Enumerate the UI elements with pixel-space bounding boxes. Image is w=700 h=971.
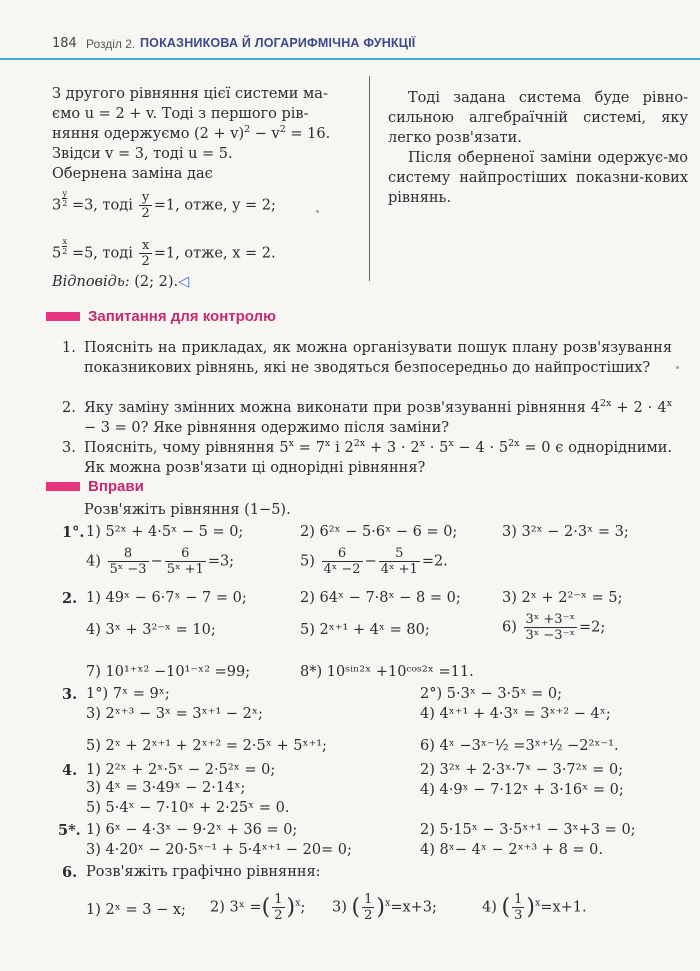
exercise-number: 6.	[62, 864, 78, 881]
exercise-item: 2°) 5·3ˣ − 3·5ˣ = 0;	[420, 686, 562, 702]
header-rule	[0, 58, 700, 60]
exercise-number: 5*.	[58, 822, 81, 839]
answer-line	[52, 274, 189, 290]
column-divider	[369, 76, 370, 281]
text-line: Звідси v = 3, тоді u = 5.	[52, 146, 233, 162]
exercises-intro: Розв'яжіть рівняння (1−5).	[84, 502, 291, 518]
exercise-item: 8*) 10ˢⁱⁿ²ˣ +10ᶜᵒˢ²ˣ =11.	[300, 664, 474, 680]
exercise-item: 3) 4·20ˣ − 20·5ˣ⁻¹ + 5·4ˣ⁺¹ − 20= 0;	[86, 842, 352, 858]
exercise-item: 2) 6²ˣ − 5·6ˣ − 6 = 0;	[300, 524, 458, 540]
text-line: няння одержуємо $(2 + v)^2 - v^2 = 16$.	[52, 124, 331, 142]
questions-heading: Запитання для контролю	[46, 308, 276, 325]
exercise-item: 1°) 7ˣ = 9ˣ;	[86, 686, 170, 702]
exercise-number: 4.	[62, 762, 78, 779]
end-of-solution-icon: ◁	[178, 274, 190, 290]
decorative-dot	[316, 210, 319, 213]
exercise-number: 1°.	[62, 524, 85, 541]
page-header	[0, 0, 700, 64]
exercise-item: 1) 49ˣ − 6·7ˣ − 7 = 0;	[86, 590, 247, 606]
right-column	[388, 88, 688, 208]
exercise-item: 2) 3²ˣ + 2·3ˣ·7ˣ − 3·7²ˣ = 0;	[420, 762, 624, 778]
exercise-item: 3) 2ˣ + 2²⁻ˣ = 5;	[502, 590, 623, 606]
exercise-item: 5) 2ˣ + 2ˣ⁺¹ + 2ˣ⁺² = 2·5ˣ + 5ˣ⁺¹;	[86, 738, 327, 754]
equation-substitution-1: 3 $\frac{y}{2}$ =3, тоді $\frac{y}{2}$ =1, отже, y = 2;	[52, 188, 276, 221]
question-item: 1. Поясніть на прикладах, як можна організувати пошук плану розв'язування показникових рівнянь, які не зводяться безпосередньо до найпростіших?	[62, 340, 672, 376]
exercise-item: 3) 4ˣ = 3·49ˣ − 2·14ˣ;	[86, 780, 246, 796]
heading-bar	[46, 482, 80, 491]
text-line: Обернена заміна дає	[52, 166, 213, 182]
exercises-heading: Вправи	[46, 478, 144, 495]
decorative-dot	[676, 366, 679, 369]
exercise-item: 6) $\frac{\text{3ˣ +3⁻ˣ}}{\text{3ˣ −3⁻ˣ}}$ =2;	[502, 612, 606, 643]
exercise-item: 5) 5·4ˣ − 7·10ˣ + 2·25ˣ = 0.	[86, 800, 290, 816]
exercise-item: 3) ( $\frac{1}{2}$ )$^x$=x+3;	[332, 892, 437, 923]
exercise-item: 3) 3²ˣ − 2·3ˣ = 3;	[502, 524, 629, 540]
exercise-item: 4) ( $\frac{1}{3}$ )$^x$=x+1.	[482, 892, 587, 923]
section-title: ПОКАЗНИКОВА Й ЛОГАРИФМІЧНА ФУНКЦІЇ	[140, 36, 416, 50]
section-label: Розділ 2.	[86, 37, 136, 51]
text-paragraph: Тоді задана система буде рівно-сильною алгебраїчній системі, яку легко розв'язати.	[388, 90, 688, 146]
exercise-item: 3) 2ˣ⁺³ − 3ˣ = 3ˣ⁺¹ − 2ˣ;	[86, 706, 263, 722]
exercise-item: 4) 4ˣ⁺¹ + 4·3ˣ = 3ˣ⁺² − 4ˣ;	[420, 706, 611, 722]
question-item: 2. Яку заміну змінних можна виконати при розв'язуванні рівняння $4^{2x} + 2 \cdot 4^x - 3 = 0$? Яке рівняння одержимо після заміни?	[62, 398, 672, 436]
exercise-item: 1) 5²ˣ + 4·5ˣ − 5 = 0;	[86, 524, 244, 540]
exercise-item: 1) 6ˣ − 4·3ˣ − 9·2ˣ + 36 = 0;	[86, 822, 298, 838]
exercise-item: 7) 10¹⁺ˣ² −10¹⁻ˣ² =99;	[86, 664, 251, 680]
text-line: З другого рівняння цієї системи ма-	[52, 86, 328, 102]
exercise-item: 1) 2²ˣ + 2ˣ·5ˣ − 2·5²ˣ = 0;	[86, 762, 276, 778]
exercise-number: 2.	[62, 590, 78, 607]
exercise-item: 2) 3ˣ =( $\frac{1}{2}$ )$^x$;	[210, 892, 306, 923]
equation-substitution-2: 5 $\frac{x}{2}$ =5, тоді $\frac{x}{2}$ =1, отже, x = 2.	[52, 236, 276, 269]
exercise-item: 1) 2ˣ = 3 − x;	[86, 902, 186, 918]
page-number: 184	[52, 36, 77, 51]
exercise-item: 4) 8ˣ− 4ˣ − 2ˣ⁺³ + 8 = 0.	[420, 842, 603, 858]
exercise-item: 4) $\frac{8}{\text{5ˣ −3}}$ − $\frac{6}{\text{5ˣ +1}}$ =3;	[86, 546, 235, 577]
exercise-item: 5) $\frac{6}{\text{4ˣ −2}}$ − $\frac{5}{\text{4ˣ +1}}$ =2.	[300, 546, 448, 577]
text-paragraph: Після оберненої заміни одержує-мо систему найпростіших показни-кових рівнянь.	[388, 150, 688, 206]
exercise-number: 3.	[62, 686, 78, 703]
exercise-item: 4) 3ˣ + 3²⁻ˣ = 10;	[86, 622, 216, 638]
text-line: ємо u = 2 + v. Тоді з першого рів-	[52, 106, 309, 122]
exercise-item: 6) 4ˣ −3ˣ⁻½ =3ˣ⁺½ −2²ˣ⁻¹.	[420, 738, 619, 754]
exercise-intro: Розв'яжіть графічно рівняння:	[86, 864, 321, 880]
exercise-item: 5) 2ˣ⁺¹ + 4ˣ = 80;	[300, 622, 430, 638]
answer-value: (2; 2).	[129, 274, 179, 290]
exercise-item: 2) 5·15ˣ − 3·5ˣ⁺¹ − 3ˣ+3 = 0;	[420, 822, 636, 838]
question-item: 3. Поясніть, чому рівняння $5^x = 7^x$ і $2^{2x} + 3 \cdot 2^x \cdot 5^x - 4 \cdot 5^{2x} = 0$ є однорідними. Як можна розв'язати ці однорідні рівняння?	[62, 438, 672, 476]
exercise-item: 2) 64ˣ − 7·8ˣ − 8 = 0;	[300, 590, 461, 606]
exercise-item: 4) 4·9ˣ − 7·12ˣ + 3·16ˣ = 0;	[420, 782, 624, 798]
left-column	[52, 84, 352, 184]
heading-bar	[46, 312, 80, 321]
answer-label: Відповідь:	[52, 274, 130, 290]
